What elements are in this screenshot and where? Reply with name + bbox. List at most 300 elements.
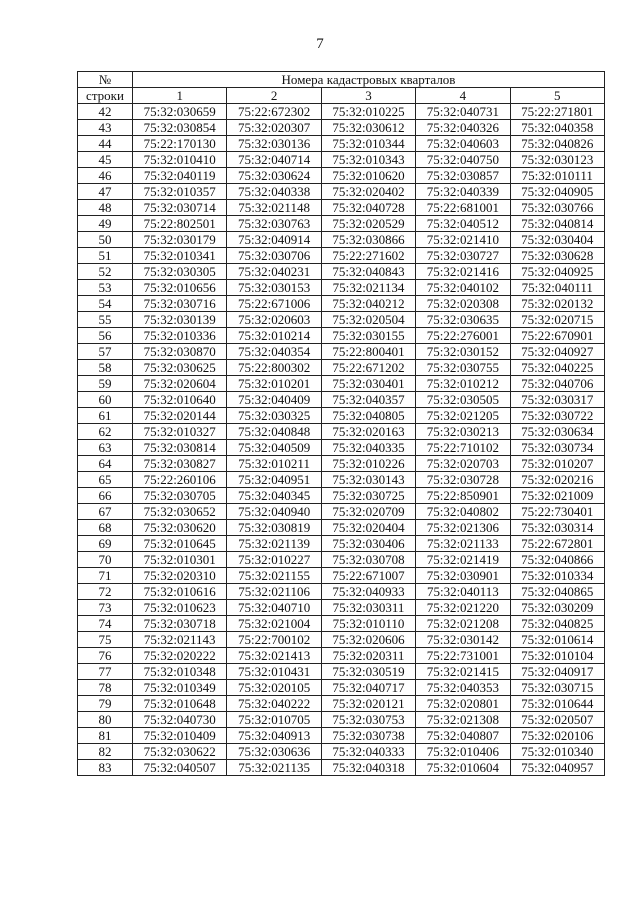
cadastral-number-cell: 75:32:021410 (416, 232, 510, 248)
cadastral-number-cell: 75:32:040913 (227, 728, 321, 744)
table-row (78, 136, 605, 152)
cadastral-number-cell: 75:32:040951 (227, 472, 321, 488)
cadastral-number-cell: 75:32:010656 (133, 280, 227, 296)
cadastral-number-cell: 75:32:040805 (321, 408, 415, 424)
cadastral-number-cell: 75:32:010343 (321, 152, 415, 168)
cadastral-number-cell: 75:32:021143 (133, 632, 227, 648)
cadastral-number-cell: 75:32:030870 (133, 344, 227, 360)
table-row (78, 200, 605, 216)
table-row (78, 696, 605, 712)
cadastral-number-cell: 75:32:021208 (416, 616, 510, 632)
table-row (78, 456, 605, 472)
row-number-cell: 43 (78, 120, 133, 136)
row-number-cell: 48 (78, 200, 133, 216)
cadastral-number-cell: 75:32:030179 (133, 232, 227, 248)
cadastral-number-cell: 75:32:030406 (321, 536, 415, 552)
cadastral-number-cell: 75:22:731001 (416, 648, 510, 664)
cadastral-number-cell: 75:32:040843 (321, 264, 415, 280)
cadastral-number-cell: 75:32:010644 (510, 696, 604, 712)
cadastral-number-cell: 75:32:040914 (227, 232, 321, 248)
cadastral-number-cell: 75:32:021106 (227, 584, 321, 600)
cadastral-number-cell: 75:32:040848 (227, 424, 321, 440)
row-number-cell: 59 (78, 376, 133, 392)
cadastral-number-cell: 75:32:010226 (321, 456, 415, 472)
cadastral-number-cell: 75:32:010211 (227, 456, 321, 472)
cadastral-number-cell: 75:32:010227 (227, 552, 321, 568)
table-row (78, 520, 605, 536)
cadastral-number-cell: 75:32:010705 (227, 712, 321, 728)
page-number: 7 (316, 36, 324, 52)
cadastral-number-cell: 75:32:040509 (227, 440, 321, 456)
row-number-cell: 46 (78, 168, 133, 184)
cadastral-number-cell: 75:22:850901 (416, 488, 510, 504)
column-header-5: 5 (510, 88, 604, 104)
cadastral-number-cell: 75:32:020504 (321, 312, 415, 328)
cadastral-number-cell: 75:22:260106 (133, 472, 227, 488)
row-number-cell: 55 (78, 312, 133, 328)
cadastral-number-cell: 75:32:020106 (510, 728, 604, 744)
table-row (78, 312, 605, 328)
cadastral-number-cell: 75:32:010334 (510, 568, 604, 584)
cadastral-number-cell: 75:32:020308 (416, 296, 510, 312)
table-row (78, 664, 605, 680)
table-header-row (78, 72, 605, 88)
cadastral-number-cell: 75:32:040730 (133, 712, 227, 728)
table-row (78, 600, 605, 616)
cadastral-number-cell: 75:32:020132 (510, 296, 604, 312)
table-row (78, 728, 605, 744)
cadastral-number-cell: 75:32:040826 (510, 136, 604, 152)
cadastral-number-cell: 75:32:040222 (227, 696, 321, 712)
table-row (78, 472, 605, 488)
cadastral-number-cell: 75:32:021220 (416, 600, 510, 616)
cadastral-number-cell: 75:32:030628 (510, 248, 604, 264)
cadastral-number-cell: 75:32:030725 (321, 488, 415, 504)
cadastral-number-cell: 75:32:010645 (133, 536, 227, 552)
cadastral-number-cell: 75:32:020307 (227, 120, 321, 136)
cadastral-number-cell: 75:22:670901 (510, 328, 604, 344)
row-number-cell: 42 (78, 104, 133, 120)
table-row (78, 216, 605, 232)
cadastral-number-cell: 75:32:030305 (133, 264, 227, 280)
cadastral-number-cell: 75:32:010110 (321, 616, 415, 632)
row-number-cell: 71 (78, 568, 133, 584)
table-row (78, 264, 605, 280)
cadastral-number-cell: 75:32:030857 (416, 168, 510, 184)
cadastral-number-cell: 75:32:030404 (510, 232, 604, 248)
cadastral-number-cell: 75:32:030612 (321, 120, 415, 136)
cadastral-number-cell: 75:32:010648 (133, 696, 227, 712)
cadastral-number-cell: 75:32:010357 (133, 184, 227, 200)
row-number-cell: 53 (78, 280, 133, 296)
cadastral-number-cell: 75:32:030901 (416, 568, 510, 584)
cadastral-number-cell: 75:32:010620 (321, 168, 415, 184)
cadastral-number-cell: 75:32:040731 (416, 104, 510, 120)
cadastral-number-cell: 75:32:010214 (227, 328, 321, 344)
cadastral-number-cell: 75:32:030728 (416, 472, 510, 488)
cadastral-number-cell: 75:32:010406 (416, 744, 510, 760)
row-number-cell: 49 (78, 216, 133, 232)
cadastral-number-cell: 75:32:020606 (321, 632, 415, 648)
cadastral-number-cell: 75:32:040927 (510, 344, 604, 360)
column-header-1: 1 (133, 88, 227, 104)
cadastral-number-cell: 75:32:010604 (416, 760, 510, 776)
table-row (78, 680, 605, 696)
cadastral-number-cell: 75:32:040905 (510, 184, 604, 200)
cadastral-number-cell: 75:32:030634 (510, 424, 604, 440)
cadastral-number-cell: 75:32:030738 (321, 728, 415, 744)
cadastral-number-cell: 75:32:021205 (416, 408, 510, 424)
table-row (78, 744, 605, 760)
cadastral-number-cell: 75:32:040714 (227, 152, 321, 168)
cadastral-number-cell: 75:32:040957 (510, 760, 604, 776)
row-number-cell: 52 (78, 264, 133, 280)
cadastral-number-cell: 75:32:030625 (133, 360, 227, 376)
cadastral-number-cell: 75:32:030716 (133, 296, 227, 312)
cadastral-number-cell: 75:32:040717 (321, 680, 415, 696)
cadastral-number-cell: 75:32:010409 (133, 728, 227, 744)
column-header-3: 3 (321, 88, 415, 104)
cadastral-number-cell: 75:22:700102 (227, 632, 321, 648)
cadastral-number-cell: 75:32:020311 (321, 648, 415, 664)
cadastral-number-cell: 75:32:040866 (510, 552, 604, 568)
cadastral-number-cell: 75:32:010431 (227, 664, 321, 680)
cadastral-number-cell: 75:32:021134 (321, 280, 415, 296)
table-subheader-row (78, 88, 605, 104)
table-row (78, 168, 605, 184)
cadastral-number-cell: 75:32:030814 (133, 440, 227, 456)
cadastral-number-cell: 75:32:030636 (227, 744, 321, 760)
table-row (78, 408, 605, 424)
cadastral-number-cell: 75:32:021416 (416, 264, 510, 280)
table-row (78, 648, 605, 664)
cadastral-number-cell: 75:32:020310 (133, 568, 227, 584)
cadastral-number-cell: 75:32:020216 (510, 472, 604, 488)
cadastral-number-cell: 75:32:020404 (321, 520, 415, 536)
table-row (78, 152, 605, 168)
table-row (78, 328, 605, 344)
cadastral-number-cell: 75:32:040111 (510, 280, 604, 296)
cadastral-number-cell: 75:32:040603 (416, 136, 510, 152)
cadastral-number-cell: 75:32:030142 (416, 632, 510, 648)
row-number-cell: 54 (78, 296, 133, 312)
cadastral-number-cell: 75:32:010201 (227, 376, 321, 392)
cadastral-number-cell: 75:32:030314 (510, 520, 604, 536)
cadastral-number-cell: 75:32:040333 (321, 744, 415, 760)
cadastral-number-cell: 75:32:030715 (510, 680, 604, 696)
table-row (78, 232, 605, 248)
cadastral-number-cell: 75:32:040119 (133, 168, 227, 184)
cadastral-number-cell: 75:32:021009 (510, 488, 604, 504)
cadastral-number-cell: 75:32:030766 (510, 200, 604, 216)
table-row (78, 552, 605, 568)
cadastral-number-cell: 75:32:020121 (321, 696, 415, 712)
cadastral-number-cell: 75:32:030325 (227, 408, 321, 424)
cadastral-number-cell: 75:32:030659 (133, 104, 227, 120)
column-header-2: 2 (227, 88, 321, 104)
table-row (78, 584, 605, 600)
table-row (78, 296, 605, 312)
table-row (78, 712, 605, 728)
cadastral-number-cell: 75:22:271602 (321, 248, 415, 264)
row-number-cell: 66 (78, 488, 133, 504)
cadastral-number-cell: 75:32:030727 (416, 248, 510, 264)
cadastral-number-cell: 75:32:010341 (133, 248, 227, 264)
row-number-cell: 76 (78, 648, 133, 664)
table-row (78, 424, 605, 440)
cadastral-number-cell: 75:32:040507 (133, 760, 227, 776)
row-number-cell: 57 (78, 344, 133, 360)
row-number-cell: 51 (78, 248, 133, 264)
cadastral-number-cell: 75:32:030519 (321, 664, 415, 680)
cadastral-number-cell: 75:32:030622 (133, 744, 227, 760)
row-number-cell: 79 (78, 696, 133, 712)
cadastral-number-cell: 75:32:040345 (227, 488, 321, 504)
cadastral-number-cell: 75:32:010104 (510, 648, 604, 664)
cadastral-number-cell: 75:32:010340 (510, 744, 604, 760)
cadastral-number-cell: 75:32:030763 (227, 216, 321, 232)
cadastral-number-cell: 75:32:040802 (416, 504, 510, 520)
row-number-cell: 50 (78, 232, 133, 248)
row-number-cell: 70 (78, 552, 133, 568)
table-row (78, 760, 605, 776)
cadastral-number-cell: 75:32:040706 (510, 376, 604, 392)
cadastral-number-cell: 75:32:010212 (416, 376, 510, 392)
cadastral-number-cell: 75:32:021148 (227, 200, 321, 216)
cadastral-number-cell: 75:32:021306 (416, 520, 510, 536)
cadastral-number-cell: 75:32:040925 (510, 264, 604, 280)
cadastral-number-cell: 75:32:020144 (133, 408, 227, 424)
cadastral-number-cell: 75:32:010336 (133, 328, 227, 344)
row-number-cell: 83 (78, 760, 133, 776)
cadastral-number-cell: 75:32:010348 (133, 664, 227, 680)
cadastral-number-cell: 75:32:040409 (227, 392, 321, 408)
cadastral-number-cell: 75:32:030213 (416, 424, 510, 440)
row-number-cell: 47 (78, 184, 133, 200)
cadastral-number-cell: 75:32:020163 (321, 424, 415, 440)
table-row (78, 488, 605, 504)
cadastral-number-cell: 75:32:030714 (133, 200, 227, 216)
cadastral-number-cell: 75:22:672801 (510, 536, 604, 552)
cadastral-number-cell: 75:22:800302 (227, 360, 321, 376)
cadastral-number-cell: 75:32:030866 (321, 232, 415, 248)
cadastral-number-cell: 75:32:040338 (227, 184, 321, 200)
cadastral-number-cell: 75:32:040326 (416, 120, 510, 136)
cadastral-number-cell: 75:32:021419 (416, 552, 510, 568)
cadastral-number-cell: 75:32:030652 (133, 504, 227, 520)
cadastral-number-cell: 75:32:040940 (227, 504, 321, 520)
table-row (78, 376, 605, 392)
cadastral-number-cell: 75:32:020709 (321, 504, 415, 520)
cadastral-number-cell: 75:32:020604 (133, 376, 227, 392)
row-number-cell: 56 (78, 328, 133, 344)
cadastral-number-cell: 75:32:010327 (133, 424, 227, 440)
cadastral-number-cell: 75:32:040750 (416, 152, 510, 168)
row-number-cell: 58 (78, 360, 133, 376)
cadastral-number-cell: 75:22:170130 (133, 136, 227, 152)
cadastral-number-cell: 75:32:021133 (416, 536, 510, 552)
cadastral-number-cell: 75:32:010344 (321, 136, 415, 152)
cadastral-number-cell: 75:22:800401 (321, 344, 415, 360)
table-row (78, 440, 605, 456)
row-number-cell: 74 (78, 616, 133, 632)
cadastral-number-cell: 75:22:802501 (133, 216, 227, 232)
cadastral-number-cell: 75:32:040231 (227, 264, 321, 280)
cadastral-number-cell: 75:32:020603 (227, 312, 321, 328)
cadastral-number-cell: 75:32:021004 (227, 616, 321, 632)
cadastral-number-cell: 75:32:040339 (416, 184, 510, 200)
cadastral-number-cell: 75:32:040512 (416, 216, 510, 232)
cadastral-number-cell: 75:32:040710 (227, 600, 321, 616)
cadastral-number-cell: 75:32:040318 (321, 760, 415, 776)
table-row (78, 360, 605, 376)
cadastral-number-cell: 75:22:672302 (227, 104, 321, 120)
table-body (78, 104, 605, 776)
cadastral-number-cell: 75:32:010614 (510, 632, 604, 648)
row-number-cell: 75 (78, 632, 133, 648)
cadastral-quarters-table (77, 71, 605, 776)
table-row (78, 184, 605, 200)
cadastral-number-cell: 75:32:040917 (510, 664, 604, 680)
row-number-cell: 82 (78, 744, 133, 760)
cadastral-number-cell: 75:32:020507 (510, 712, 604, 728)
cadastral-number-cell: 75:32:010225 (321, 104, 415, 120)
row-number-cell: 68 (78, 520, 133, 536)
header-row-number-symbol: № (78, 72, 133, 88)
table-row (78, 392, 605, 408)
cadastral-number-cell: 75:32:040807 (416, 728, 510, 744)
row-number-cell: 78 (78, 680, 133, 696)
table-row (78, 280, 605, 296)
cadastral-number-cell: 75:32:021308 (416, 712, 510, 728)
cadastral-number-cell: 75:32:030317 (510, 392, 604, 408)
cadastral-number-cell: 75:32:010349 (133, 680, 227, 696)
row-number-cell: 81 (78, 728, 133, 744)
row-number-cell: 45 (78, 152, 133, 168)
cadastral-number-cell: 75:32:040865 (510, 584, 604, 600)
row-number-cell: 65 (78, 472, 133, 488)
cadastral-number-cell: 75:32:030155 (321, 328, 415, 344)
cadastral-number-cell: 75:32:040225 (510, 360, 604, 376)
cadastral-number-cell: 75:32:020715 (510, 312, 604, 328)
cadastral-number-cell: 75:32:030209 (510, 600, 604, 616)
cadastral-number-cell: 75:32:030819 (227, 520, 321, 536)
table-row (78, 344, 605, 360)
row-number-cell: 80 (78, 712, 133, 728)
cadastral-number-cell: 75:32:010301 (133, 552, 227, 568)
cadastral-number-cell: 75:32:010111 (510, 168, 604, 184)
table-row (78, 632, 605, 648)
row-number-cell: 62 (78, 424, 133, 440)
cadastral-number-cell: 75:22:681001 (416, 200, 510, 216)
cadastral-number-cell: 75:32:020222 (133, 648, 227, 664)
cadastral-number-cell: 75:32:040358 (510, 120, 604, 136)
cadastral-number-cell: 75:32:040933 (321, 584, 415, 600)
cadastral-number-cell: 75:32:030143 (321, 472, 415, 488)
cadastral-number-cell: 75:32:030854 (133, 120, 227, 136)
cadastral-number-cell: 75:32:021155 (227, 568, 321, 584)
cadastral-number-cell: 75:22:710102 (416, 440, 510, 456)
cadastral-number-cell: 75:22:730401 (510, 504, 604, 520)
cadastral-number-cell: 75:22:671202 (321, 360, 415, 376)
cadastral-number-cell: 75:32:030753 (321, 712, 415, 728)
cadastral-number-cell: 75:32:021135 (227, 760, 321, 776)
cadastral-number-cell: 75:32:010640 (133, 392, 227, 408)
table-row (78, 504, 605, 520)
cadastral-number-cell: 75:22:271801 (510, 104, 604, 120)
cadastral-number-cell: 75:32:010616 (133, 584, 227, 600)
cadastral-number-cell: 75:32:030152 (416, 344, 510, 360)
table-row (78, 248, 605, 264)
row-number-cell: 63 (78, 440, 133, 456)
cadastral-number-cell: 75:32:030708 (321, 552, 415, 568)
cadastral-number-cell: 75:32:030311 (321, 600, 415, 616)
row-number-cell: 61 (78, 408, 133, 424)
cadastral-number-cell: 75:22:671006 (227, 296, 321, 312)
cadastral-number-cell: 75:32:010410 (133, 152, 227, 168)
cadastral-number-cell: 75:32:010207 (510, 456, 604, 472)
cadastral-number-cell: 75:32:020105 (227, 680, 321, 696)
row-number-cell: 69 (78, 536, 133, 552)
table-row (78, 536, 605, 552)
table-row (78, 568, 605, 584)
cadastral-number-cell: 75:32:030624 (227, 168, 321, 184)
cadastral-number-cell: 75:32:020529 (321, 216, 415, 232)
cadastral-number-cell: 75:32:040357 (321, 392, 415, 408)
cadastral-number-cell: 75:32:030734 (510, 440, 604, 456)
cadastral-number-cell: 75:32:020402 (321, 184, 415, 200)
cadastral-number-cell: 75:32:021139 (227, 536, 321, 552)
row-number-cell: 44 (78, 136, 133, 152)
cadastral-number-cell: 75:32:030136 (227, 136, 321, 152)
cadastral-number-cell: 75:32:030620 (133, 520, 227, 536)
cadastral-number-cell: 75:32:040354 (227, 344, 321, 360)
cadastral-number-cell: 75:32:040113 (416, 584, 510, 600)
row-number-cell: 72 (78, 584, 133, 600)
cadastral-number-cell: 75:32:030718 (133, 616, 227, 632)
cadastral-number-cell: 75:32:030505 (416, 392, 510, 408)
cadastral-number-cell: 75:32:021415 (416, 664, 510, 680)
row-number-cell: 60 (78, 392, 133, 408)
cadastral-number-cell: 75:32:040353 (416, 680, 510, 696)
cadastral-number-cell: 75:32:021413 (227, 648, 321, 664)
cadastral-number-cell: 75:32:040335 (321, 440, 415, 456)
cadastral-number-cell: 75:32:030706 (227, 248, 321, 264)
cadastral-number-cell: 75:22:671007 (321, 568, 415, 584)
cadastral-number-cell: 75:32:020703 (416, 456, 510, 472)
cadastral-number-cell: 75:32:030755 (416, 360, 510, 376)
cadastral-number-cell: 75:32:010623 (133, 600, 227, 616)
cadastral-number-cell: 75:32:030153 (227, 280, 321, 296)
row-number-cell: 77 (78, 664, 133, 680)
cadastral-number-cell: 75:32:040212 (321, 296, 415, 312)
cadastral-number-cell: 75:32:030705 (133, 488, 227, 504)
column-header-4: 4 (416, 88, 510, 104)
cadastral-number-cell: 75:32:040102 (416, 280, 510, 296)
row-number-cell: 67 (78, 504, 133, 520)
row-number-cell: 73 (78, 600, 133, 616)
cadastral-number-cell: 75:32:030123 (510, 152, 604, 168)
cadastral-number-cell: 75:32:040825 (510, 616, 604, 632)
header-row-label: строки (78, 88, 133, 104)
cadastral-number-cell: 75:32:040814 (510, 216, 604, 232)
cadastral-number-cell: 75:32:030722 (510, 408, 604, 424)
table-row (78, 616, 605, 632)
cadastral-number-cell: 75:32:040728 (321, 200, 415, 216)
cadastral-number-cell: 75:32:020801 (416, 696, 510, 712)
cadastral-number-cell: 75:32:030401 (321, 376, 415, 392)
header-cadastral-quarters: Номера кадастровых кварталов (133, 72, 605, 88)
